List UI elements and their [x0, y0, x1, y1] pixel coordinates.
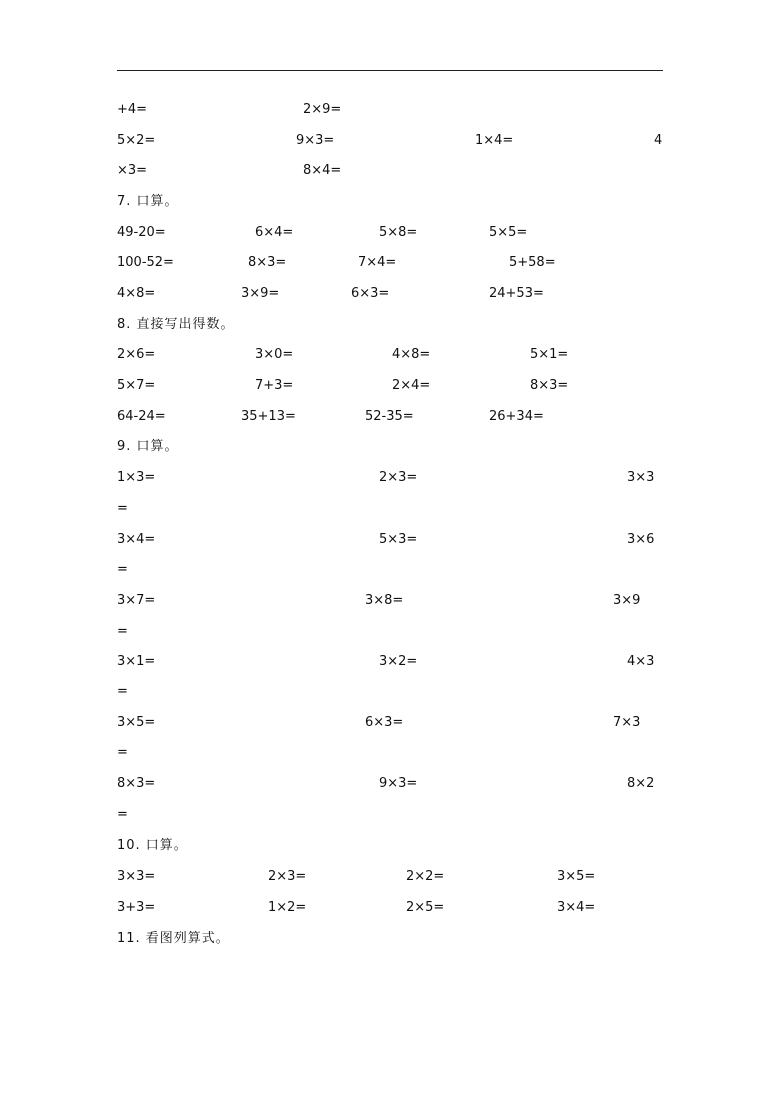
expression: 9×3= — [379, 776, 418, 791]
wrapped-equals: = — [117, 501, 128, 516]
expression: 3×8= — [365, 593, 404, 608]
expression: 3×5= — [557, 869, 596, 884]
expression: 26+34= — [489, 409, 544, 424]
expression: 2×3= — [268, 869, 307, 884]
expression: 8×3= — [248, 255, 287, 270]
wrapped-equals: = — [117, 807, 128, 822]
wrapped-equals: = — [117, 624, 128, 639]
expression: 4×8= — [392, 347, 431, 362]
expression: 3×2= — [379, 654, 418, 669]
expression: 8×2 — [627, 776, 655, 791]
question-title: 8. 直接写出得数。 — [117, 317, 235, 332]
expression: 3×7= — [117, 593, 156, 608]
expression: 100-52= — [117, 255, 174, 270]
expression: 4×8= — [117, 286, 156, 301]
expression: 3×4= — [557, 900, 596, 915]
wrapped-equals: = — [117, 562, 128, 577]
expression: 4×3 — [627, 654, 655, 669]
expression: 3×5= — [117, 715, 156, 730]
expression: 5×1= — [530, 347, 569, 362]
expression: +4= — [117, 102, 148, 117]
expression: 8×4= — [303, 163, 342, 178]
expression: 1×4= — [475, 133, 514, 148]
expression: 2×9= — [303, 102, 342, 117]
expression: 2×3= — [379, 470, 418, 485]
question-title: 11. 看图列算式。 — [117, 931, 230, 946]
expression: 3×1= — [117, 654, 156, 669]
expression: 6×4= — [255, 225, 294, 240]
expression: 3×4= — [117, 532, 156, 547]
expression: 5×5= — [489, 225, 528, 240]
expression: 5×7= — [117, 378, 156, 393]
expression: 3+3= — [117, 900, 156, 915]
expression: 7×3 — [613, 715, 641, 730]
expression: 49-20= — [117, 225, 166, 240]
expression: 3×3= — [117, 869, 156, 884]
expression: 3×0= — [255, 347, 294, 362]
header-rule — [117, 70, 663, 71]
expression: 35+13= — [241, 409, 296, 424]
expression: ×3= — [117, 163, 148, 178]
expression: 2×4= — [392, 378, 431, 393]
expression: 52-35= — [365, 409, 414, 424]
wrapped-equals: = — [117, 684, 128, 699]
expression: 5×8= — [379, 225, 418, 240]
expression: 2×6= — [117, 347, 156, 362]
question-title: 9. 口算。 — [117, 439, 179, 454]
expression: 7×4= — [358, 255, 397, 270]
expression: 9×3= — [296, 133, 335, 148]
wrapped-equals: = — [117, 745, 128, 760]
expression: 4 — [654, 133, 663, 148]
expression: 3×9= — [241, 286, 280, 301]
expression: 3×3 — [627, 470, 655, 485]
expression: 3×6 — [627, 532, 655, 547]
expression: 7+3= — [255, 378, 294, 393]
expression: 6×3= — [365, 715, 404, 730]
question-title: 10. 口算。 — [117, 838, 188, 853]
expression: 64-24= — [117, 409, 166, 424]
expression: 5×3= — [379, 532, 418, 547]
expression: 3×9 — [613, 593, 641, 608]
expression: 8×3= — [117, 776, 156, 791]
expression: 2×2= — [406, 869, 445, 884]
expression: 2×5= — [406, 900, 445, 915]
expression: 6×3= — [351, 286, 390, 301]
question-title: 7. 口算。 — [117, 194, 179, 209]
expression: 8×3= — [530, 378, 569, 393]
expression: 5+58= — [509, 255, 556, 270]
expression: 1×2= — [268, 900, 307, 915]
expression: 1×3= — [117, 470, 156, 485]
expression: 24+53= — [489, 286, 544, 301]
expression: 5×2= — [117, 133, 156, 148]
